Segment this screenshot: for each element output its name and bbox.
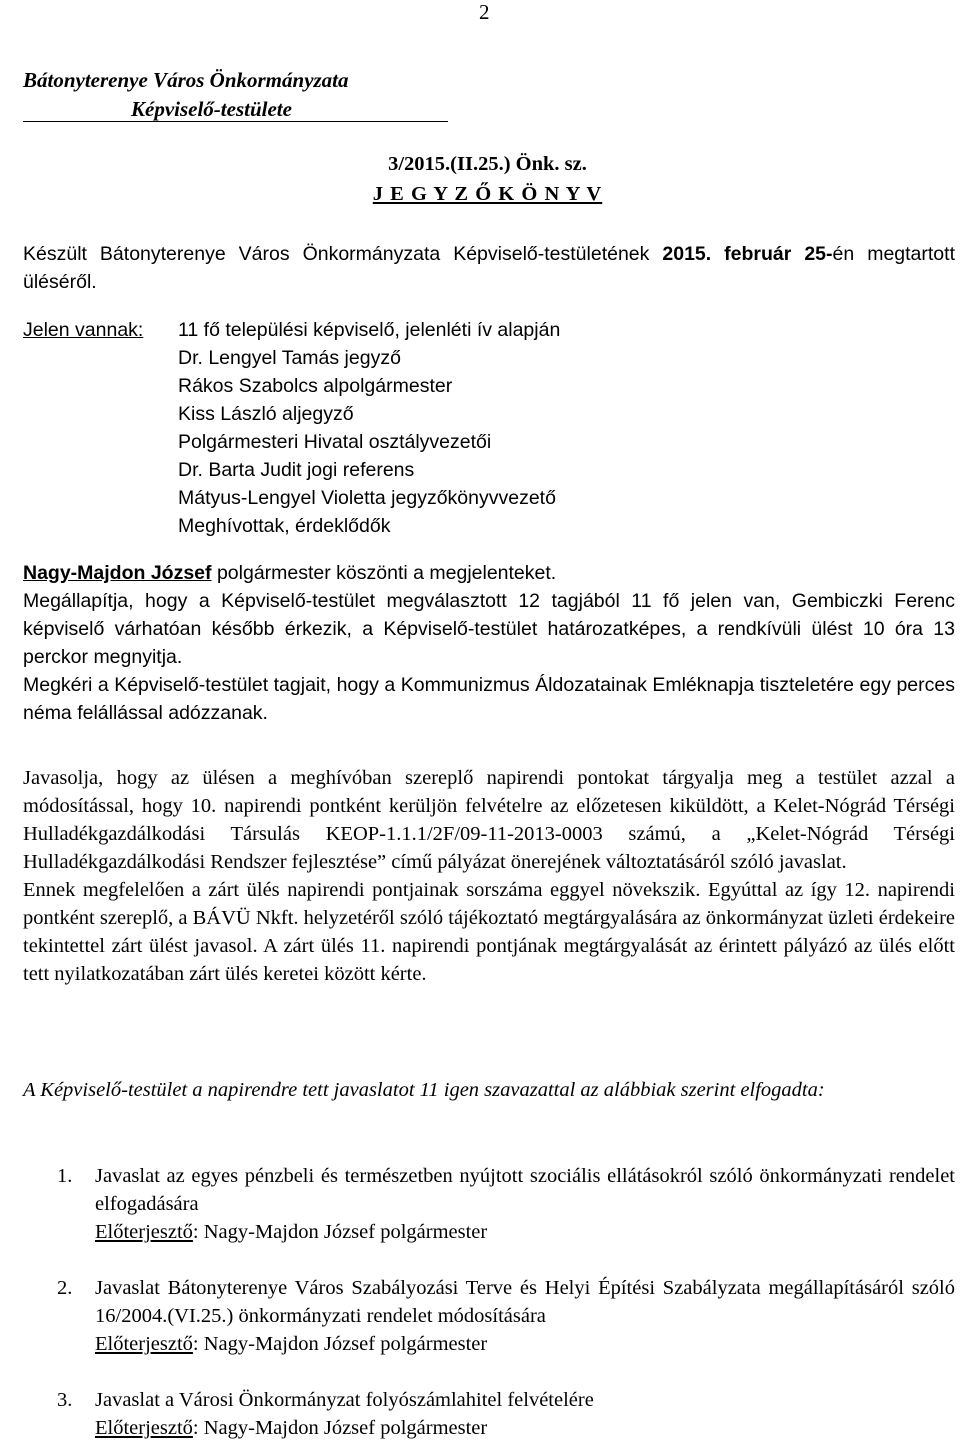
presenter-name: : Nagy-Majdon József polgármester: [192, 1417, 488, 1439]
proposal-section: [23, 764, 955, 988]
attendance-label: Jelen vannak:: [23, 319, 144, 341]
attendance-item: Mátyus-Lengyel Violetta jegyzőkönyvvezető: [178, 487, 556, 509]
attendance-item: Meghívottak, érdeklődők: [178, 515, 391, 537]
presenter-name: : Nagy-Majdon József polgármester: [192, 1333, 488, 1355]
intro-text-after: én megtartott üléséről.: [23, 243, 955, 293]
attendance-item: Rákos Szabolcs alpolgármester: [178, 375, 453, 397]
agenda-item-number: 3.: [57, 1389, 73, 1411]
greeting-text: polgármester köszönti a megjelenteket.: [211, 562, 557, 584]
agenda-item-text: Javaslat az egyes pénzbeli és természetben nyújtott szociális ellátásokról szóló önkormányzati rendelet elfogadására: [95, 1165, 955, 1215]
attendance-item: 11 fő települési képviselő, jelenléti ív alapján: [178, 319, 561, 341]
intro-text-before: Készült Bátonyterenye Város Önkormányzata Képviselő-testületének: [23, 243, 663, 265]
agenda-item-presenter: [95, 1414, 955, 1442]
intro-date: 2015. február 25-: [662, 243, 833, 265]
presenter-label: Előterjesztő: [95, 1333, 193, 1355]
intro-paragraph: [23, 240, 955, 296]
agenda-item-number: 1.: [57, 1165, 73, 1187]
agenda-item-presenter: [95, 1330, 955, 1358]
agenda-list: [23, 1162, 955, 1442]
opening-paragraph-1: Megállapítja, hogy a Képviselő-testület megválasztott 12 tagjából 11 fő jelen van, Gembiczki Ferenc képviselő várhatóan később érkezik, a Képviselő-testület határozatképes, a rendkívüli ülést 10 óra 13 perckor megnyitja.: [23, 590, 955, 668]
agenda-item: [23, 1162, 955, 1246]
document-number: 3/2015.(II.25.) Önk. sz.: [388, 153, 587, 175]
presenter-name: : Nagy-Majdon József polgármester: [192, 1221, 488, 1243]
agenda-item-presenter: [95, 1218, 955, 1246]
opening-section: [23, 559, 955, 727]
issuer-header: [23, 66, 448, 124]
opening-greeting: [23, 559, 955, 587]
attendance-item: Kiss László aljegyző: [178, 403, 354, 425]
attendance-item: Dr. Lengyel Tamás jegyző: [178, 347, 401, 369]
agenda-item: [23, 1274, 955, 1358]
proposal-paragraph-2: Ennek megfelelően a zárt ülés napirendi pontjainak sorszáma eggyel növekszik. Egyúttal az így 12. napirendi pontként szereplő, a BÁVÜ Nkft. helyzetéről szóló tájékoztató megtárgyalására az önkormányzat üzleti érdekeire tekintettel zárt ülést javasol. A zárt ülés 11. napirendi pontjának megtárgyalását az érintett pályázó az ülés előtt tett nyilatkozatában zárt ülés keretei között kérte.: [23, 879, 955, 985]
attendance-item: Polgármesteri Hivatal osztályvezetői: [178, 431, 492, 453]
attendance-item: Dr. Barta Judit jogi referens: [178, 459, 415, 481]
issuer-line-1: Bátonyterenye Város Önkormányzata: [23, 68, 349, 92]
page-number: 2: [479, 0, 490, 24]
mayor-name: Nagy-Majdon József: [23, 562, 212, 584]
agenda-item-text: Javaslat Bátonyterenye Város Szabályozási Terve és Helyi Építési Szabályzata megállapításáról szóló 16/2004.(VI.25.) önkormányzati rendelet módosítására: [95, 1277, 955, 1327]
agenda-item: [23, 1386, 955, 1442]
proposal-paragraph-1: Javasolja, hogy az ülésen a meghívóban szereplő napirendi pontokat tárgyalja meg a testület azzal a módosítással, hogy 10. napirendi pontként kerüljön felvételre az előzetesen kiküldött, a Kelet-Nógrád Térségi Hulladékgazdálkodási Társulás KEOP-1.1.1/2F/09-11-2013-0003 számú, a „Kelet-Nógrád Térségi Hulladékgazdálkodási Rendszer fejlesztése” című pályázat önerejének változtatásáról szóló javaslat.: [23, 767, 955, 873]
presenter-label: Előterjesztő: [95, 1417, 193, 1439]
agenda-item-text: Javaslat a Városi Önkormányzat folyószámlahitel felvételére: [95, 1389, 594, 1411]
agenda-item-number: 2.: [57, 1277, 73, 1299]
attendance-list: [178, 316, 878, 540]
presenter-label: Előterjesztő: [95, 1221, 193, 1243]
header-divider: [23, 121, 448, 122]
vote-statement: A Képviselő-testület a napirendre tett javaslatot 11 igen szavazattal az alábbiak szerint elfogadta:: [23, 1079, 825, 1101]
issuer-line-2: Képviselő-testülete: [131, 97, 292, 121]
document-title: J E G Y Z Ő K Ö N Y V: [372, 183, 603, 205]
opening-paragraph-2: Megkéri a Képviselő-testület tagjait, hogy a Kommunizmus Áldozatainak Emléknapja tiszteletére egy perces néma felállással adózzanak.: [23, 674, 955, 724]
